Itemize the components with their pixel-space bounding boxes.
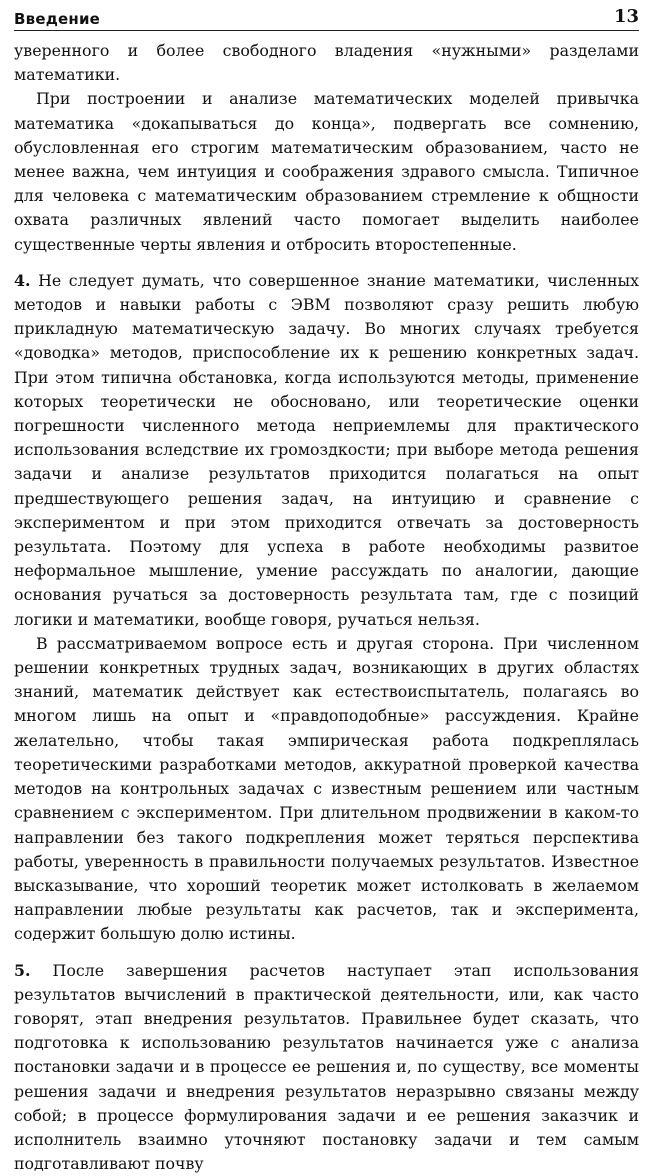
paragraph-text: уверенного и более свободного владения «нужными» разделами математики. bbox=[14, 41, 639, 85]
page-number: 13 bbox=[613, 6, 639, 27]
book-page bbox=[14, 0, 639, 1174]
paragraph-text: Не следует думать, что совершенное знание математики, численных методов и навыки работы с ЭВМ позволяют сразу решить любую прикладную математическую задачу. Во многих случаях требуется «доводка» методов, приспособление их к решению конкретных задач. При этом типична обстановка, когда используются методы, применение которых теоретически не обосновано, или теоретические оценки погрешности численного метода неприемлемы для практического использования вследствие их громоздкости; при выборе метода решения задачи и анализе результатов приходится полагаться на опыт предшествующего решения задач, на интуицию и сравнение с экспериментом и при этом приходится отвечать за достоверность результата. Поэтому для успеха в работе необходимы развитое неформальное мышление, умение рассуждать по аналогии, дающие основания ручаться за достоверность результата там, где с позиций логики и математики, вообще говоря, ручаться нельзя. bbox=[14, 270, 639, 629]
paragraph bbox=[14, 632, 639, 947]
chapter-title: Введение bbox=[14, 10, 101, 28]
numbered-paragraph-5 bbox=[14, 959, 639, 1176]
numbered-paragraph-4 bbox=[14, 269, 639, 632]
running-header bbox=[14, 0, 639, 31]
paragraph-text: После завершения расчетов наступает этап использования результатов вычислений в практической деятельности, или, как часто говорят, этап внедрения результатов. Правильнее будет сказать, что подготовка к использованию результатов начинается уже с анализа постановки задачи и в процессе ее решения и, по существу, все моменты решения задачи и внедрения результатов неразрывно связаны между собой; в процессе формулирования задачи и ее решения заказчик и исполнитель взаимно уточняют постановку задачи и тем самым подготавливают почву bbox=[14, 960, 639, 1174]
paragraph-number: 5. bbox=[14, 960, 31, 980]
paragraph bbox=[14, 87, 639, 256]
paragraph-text: При построении и анализе математических моделей привычка математика «докапываться до конца», подвергать все сомнению, обусловленная его строгим математическим образованием, часто не менее важна, чем интуиция и соображения здравого смысла. Типичное для человека с математическим образованием стремление к общности охвата различных явлений часто помогает выделить наиболее существенные черты явления и отбросить второстепенные. bbox=[14, 89, 639, 254]
body-text bbox=[14, 39, 639, 1176]
paragraph-number: 4. bbox=[14, 270, 31, 290]
paragraph-text: В рассматриваемом вопросе есть и другая сторона. При численном решении конкретных трудных задач, возникающих в других областях знаний, математик действует как естествоиспытатель, полагаясь во многом лишь на опыт и «правдоподобные» рассуждения. Крайне желательно, чтобы такая эмпирическая работа подкреплялась теоретическими разработками методов, аккуратной проверкой качества методов на контрольных задачах с известным решением или частным сравнением с экспериментом. При длительном продвижении в каком-то направлении без такого подкрепления может теряться перспектива работы, уверенность в правильности получаемых результатов. Известное высказывание, что хороший теоретик может истолковать в желаемом направлении любые результаты как расчетов, так и эксперимента, содержит большую долю истины. bbox=[14, 633, 639, 944]
paragraph-continuation bbox=[14, 39, 639, 87]
